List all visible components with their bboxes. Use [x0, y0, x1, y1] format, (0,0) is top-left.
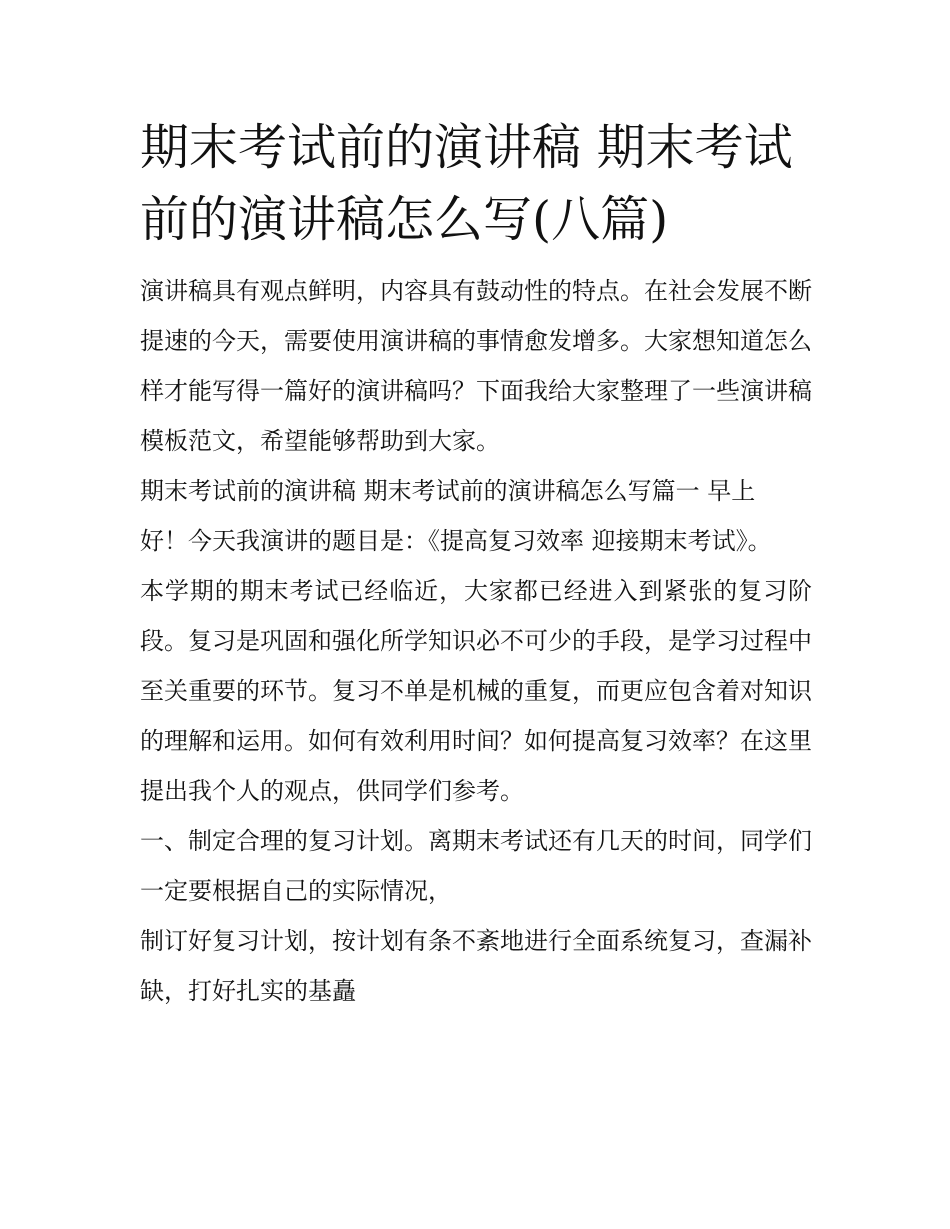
paragraph-section-one-opening: 期末考试前的演讲稿 期末考试前的演讲稿怎么写篇一 早上好！今天我演讲的题目是：《提高复习效率 迎接期末考试》。 — [140, 477, 772, 555]
paragraph-intro: 演讲稿具有观点鲜明，内容具有鼓动性的特点。在社会发展不断提速的今天，需要使用演讲稿的事情愈发增多。大家想知道怎么样才能写得一篇好的演讲稿吗？下面我给大家整理了一些演讲稿模板范文，希望能够帮助到大家。 — [140, 277, 812, 455]
paragraph-plan-point: 一、制定合理的复习计划。离期末考试还有几天的时间，同学们一定要根据自己的实际情况， — [140, 827, 812, 905]
paragraph-review-importance: 本学期的期末考试已经临近，大家都已经进入到紧张的复习阶段。复习是巩固和强化所学知识必不可少的手段，是学习过程中至关重要的环节。复习不单是机械的重复，而更应包含着对知识的理解和运用。如何有效利用时间？如何提高复习效率？在这里提出我个人的观点，供同学们参考。 — [140, 577, 812, 805]
document-title: 期末考试前的演讲稿 期末考试前的演讲稿怎么写(八篇) — [140, 119, 793, 248]
paragraph-plan-detail: 制订好复习计划，按计划有条不紊地进行全面系统复习，查漏补缺，打好扎实的基矗 — [140, 927, 812, 1005]
document-page — [140, 112, 812, 1016]
